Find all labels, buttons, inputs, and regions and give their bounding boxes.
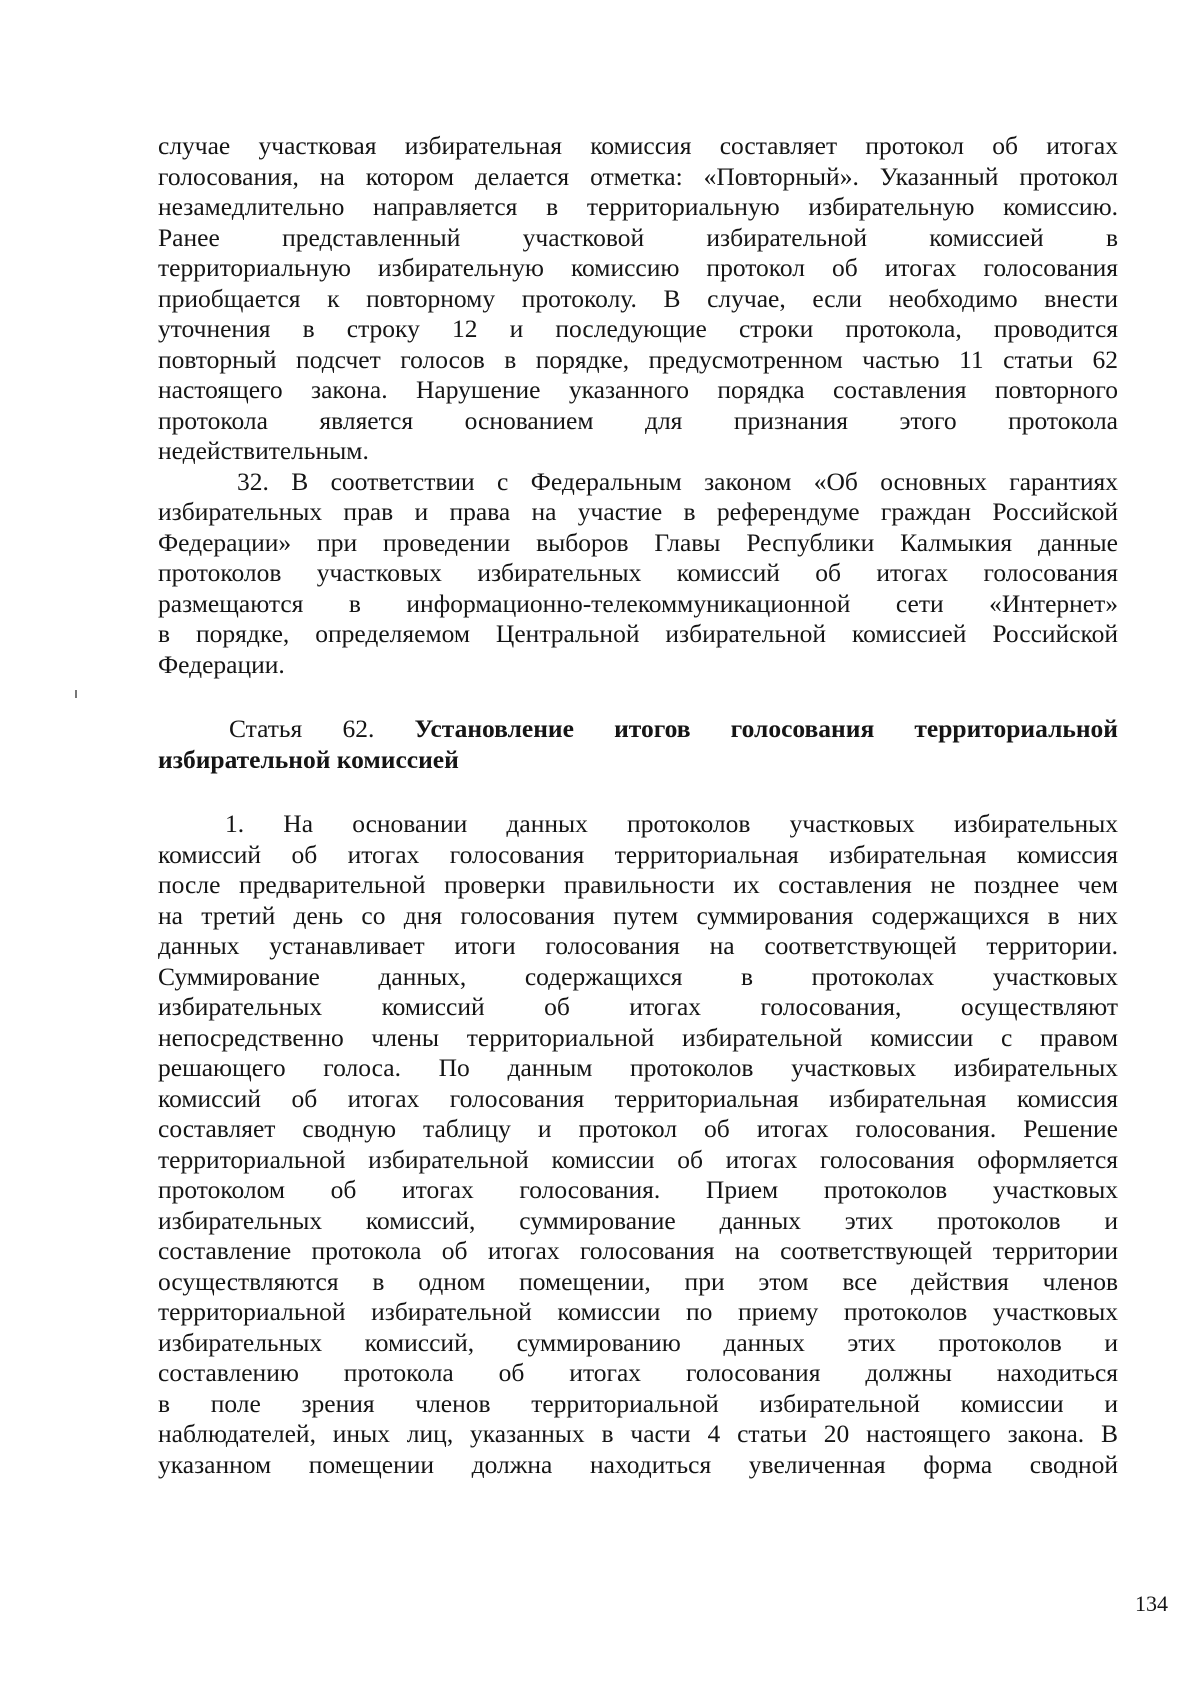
text-line: составление протокола об итогах голосования на соответствующей территории (158, 1236, 1118, 1265)
text-line: размещаются в информационно-телекоммуникационной сети «Интернет» (158, 589, 1118, 618)
text-line: приобщается к повторному протоколу. В случае, если необходимо внести (158, 284, 1118, 313)
text-line: после предварительной проверки правильности их составления не позднее чем (158, 870, 1118, 899)
text-line: протокола является основанием для признания этого протокола (158, 406, 1118, 435)
text-line: составлению протокола об итогах голосования должны находиться (158, 1358, 1118, 1387)
text-line: данных устанавливает итоги голосования на соответствующей территории. (158, 931, 1118, 960)
text-line: голосования, на котором делается отметка: «Повторный». Указанный протокол (158, 162, 1118, 191)
scan-speck (75, 690, 77, 698)
text-line: решающего голоса. По данным протоколов участковых избирательных (158, 1053, 1118, 1082)
text-line: недействительным. (158, 436, 369, 465)
article-title-line-1: Установление итогов голосования территориальной (414, 714, 1118, 743)
text-line: Ранее представленный участковой избирательной комиссией в (158, 223, 1118, 252)
text-line: указанном помещении должна находиться увеличенная форма сводной (158, 1450, 1118, 1479)
text-line: уточнения в строку 12 и последующие строки протокола, проводится (158, 314, 1118, 343)
text-line: территориальной избирательной комиссии по приему протоколов участковых (158, 1297, 1118, 1326)
text-line: повторный подсчет голосов в порядке, предусмотренном частью 11 статьи 62 (158, 345, 1118, 374)
text-line: избирательных комиссий, суммирование данных этих протоколов и (158, 1206, 1118, 1235)
paragraph-1-first-line: 1. На основании данных протоколов участковых избирательных (225, 809, 1118, 838)
text-line: комиссий об итогах голосования территориальная избирательная комиссия (158, 840, 1118, 869)
article-heading (229, 713, 1118, 745)
text-line: Федерации. (158, 650, 285, 679)
text-line: комиссий об итогах голосования территориальная избирательная комиссия (158, 1084, 1118, 1113)
text-line: незамедлительно направляется в территориальную избирательную комиссию. (158, 192, 1118, 221)
text-line: протоколов участковых избирательных комиссий об итогах голосования (158, 558, 1118, 587)
article-number: Статья 62. (229, 714, 375, 743)
text-line: настоящего закона. Нарушение указанного порядка составления повторного (158, 375, 1118, 404)
text-line: наблюдателей, иных лиц, указанных в части 4 статьи 20 настоящего закона. В (158, 1419, 1118, 1448)
text-line: на третий день со дня голосования путем суммирования содержащихся в них (158, 901, 1118, 930)
text-line: в порядке, определяемом Центральной избирательной комиссией Российской (158, 619, 1118, 648)
text-line: территориальную избирательную комиссию протокол об итогах голосования (158, 253, 1118, 282)
text-line: составляет сводную таблицу и протокол об итогах голосования. Решение (158, 1114, 1118, 1143)
text-line: осуществляются в одном помещении, при этом все действия членов (158, 1267, 1118, 1296)
text-line: избирательных комиссий, суммированию данных этих протоколов и (158, 1328, 1118, 1357)
text-line: Суммирование данных, содержащихся в протоколах участковых (158, 962, 1118, 991)
text-line: непосредственно члены территориальной избирательной комиссии с правом (158, 1023, 1118, 1052)
text-line: избирательных прав и права на участие в референдуме граждан Российской (158, 497, 1118, 526)
text-line: протоколом об итогах голосования. Прием протоколов участковых (158, 1175, 1118, 1204)
article-title-line-2: избирательной комиссией (158, 745, 459, 774)
text-line: Федерации» при проведении выборов Главы Республики Калмыкия данные (158, 528, 1118, 557)
text-line: случае участковая избирательная комиссия составляет протокол об итогах (158, 131, 1118, 160)
paragraph-32-first-line: 32. В соответствии с Федеральным законом «Об основных гарантиях (237, 467, 1118, 496)
text-line: в поле зрения членов территориальной избирательной комиссии и (158, 1389, 1118, 1418)
page-number: 134 (1135, 1591, 1168, 1616)
text-line: избирательных комиссий об итогах голосования, осуществляют (158, 992, 1118, 1021)
text-line: территориальной избирательной комиссии об итогах голосования оформляется (158, 1145, 1118, 1174)
